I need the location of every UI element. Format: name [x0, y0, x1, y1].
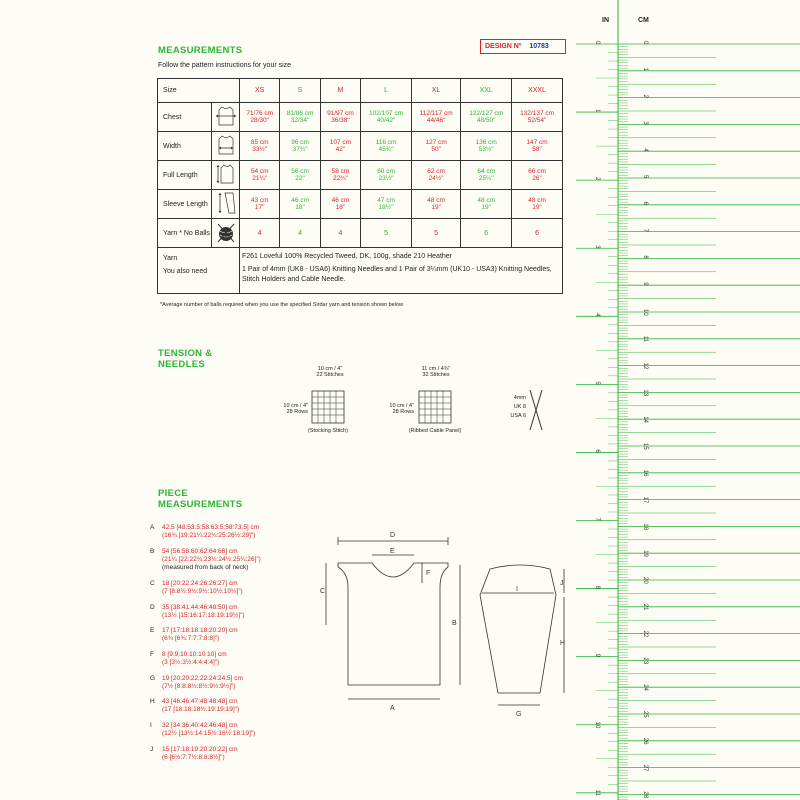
- ruler-cm-22: 22: [642, 630, 648, 638]
- balls-xxl: 6: [461, 219, 512, 248]
- sleeve-in-s: 18": [295, 204, 305, 211]
- chest-in-xxxl: 52/54": [527, 117, 547, 124]
- size-xs: XS: [240, 79, 280, 103]
- gauge1-side: [268, 403, 308, 415]
- need-value: 1 Pair of 4mm (UK8 - USA6) Knitting Needles and 1 Pair of 3¼mm (UK10 - USA3) Knitting Needles, Stitch Holders and Cable Needle.: [242, 266, 552, 283]
- sleeve-cm-xl: 48 cm: [427, 197, 445, 204]
- ruler-cm-0: 0: [642, 41, 648, 45]
- yarn-balls-label: Yarn * No Balls: [158, 219, 212, 248]
- length-cm-l: 60 cm: [377, 168, 395, 175]
- balls-xxxl: 6: [512, 219, 563, 248]
- size-row: [158, 79, 563, 103]
- length-in-xxl: 25¼": [478, 175, 494, 182]
- ruler-cm-8: 8: [642, 255, 648, 259]
- sleeve-in-l: 18½": [378, 204, 394, 211]
- gauge2-width: 11 cm / 4¾": [421, 366, 451, 372]
- needle-size: [502, 394, 526, 421]
- ruler-cm-3: 3: [642, 121, 648, 125]
- garment-width-icon: [212, 132, 240, 161]
- width-cm-m: 107 cm: [329, 139, 352, 146]
- gauge1-height: 10 cm / 4": [283, 403, 308, 409]
- length-in-xxxl: 26": [532, 175, 542, 182]
- sleeve-in-xl: 19": [431, 204, 441, 211]
- chest-cm-s: 81/86 cm: [286, 110, 314, 117]
- gauge2-caption: (Ribbed Cable Panel): [408, 428, 462, 434]
- piece-f: [150, 651, 227, 667]
- chest-cm-l: 102/107 cm: [369, 110, 404, 117]
- ruler-cm-24: 24: [642, 684, 648, 691]
- piece-i-cm: 32 [34:36:40:42:46:48] cm: [162, 722, 238, 729]
- ruler-cm-14: 14: [642, 416, 648, 423]
- ruler-cm-26: 26: [642, 737, 648, 745]
- chest-label: Chest: [158, 103, 212, 132]
- label-a: A: [390, 705, 395, 712]
- ruler-cm-13: 13: [642, 389, 648, 397]
- label-b: B: [452, 620, 457, 627]
- size-label: Size: [158, 79, 240, 103]
- gauge-ribbed-cable: [406, 366, 466, 378]
- piece-i-letter: I: [150, 722, 152, 729]
- size-xxl: XXL: [461, 79, 512, 103]
- gauge1-width: 10 cm / 4": [317, 366, 343, 372]
- length-cm-xxl: 64 cm: [477, 168, 496, 175]
- ruler-cm-15: 15: [642, 443, 648, 450]
- piece-title: [158, 488, 242, 510]
- chest-in-l: 40/42": [376, 117, 396, 124]
- length-in-m: 22¾": [332, 175, 348, 182]
- chest-cm-m: 91/97 cm: [327, 110, 354, 117]
- gauge2-grid-icon: [418, 390, 452, 424]
- chest-cm-xxl: 122/127 cm: [469, 110, 504, 117]
- piece-h-cm: 43 [46:46:47:48:48:48] cm: [162, 698, 238, 705]
- gauge2-height: 10 cm / 4": [389, 403, 414, 409]
- ruler-cm-20: 20: [642, 577, 648, 584]
- measurements-title: MEASUREMENTS: [158, 45, 243, 56]
- balls-s: 4: [280, 219, 320, 248]
- piece-a: [150, 524, 259, 540]
- chest-cm-xxxl: 132/137 cm: [520, 110, 555, 117]
- ruler-cm-28: 28: [642, 791, 648, 799]
- chest-cm-xs: 71/76 cm: [246, 110, 274, 117]
- sleeve-in-m: 18": [335, 204, 346, 211]
- piece-b-note: (measured from back of neck): [162, 564, 249, 571]
- design-number-box: [480, 39, 566, 54]
- ruler-ticks: [566, 0, 800, 800]
- chest-in-m: 36/38": [331, 117, 350, 124]
- measurements-table: [157, 78, 563, 294]
- needle-uk: UK 8: [513, 404, 526, 410]
- measuring-ruler: [566, 0, 800, 800]
- gauge1-rows: 28 Rows: [286, 409, 308, 415]
- piece-i-in: (12½ [13½:14:15½:16½:18:19]"): [162, 730, 256, 737]
- gauge2-side: [374, 403, 414, 415]
- ruler-cm-9: 9: [642, 282, 648, 286]
- size-m: M: [320, 79, 360, 103]
- ruler-in-3: 3: [594, 245, 600, 249]
- width-cm-xxxl: 147 cm: [526, 139, 548, 146]
- design-label: DESIGN Nº: [485, 43, 522, 50]
- piece-a-cm: 42.5 [48:53.5:58:63.5:58:73.5] cm: [162, 524, 260, 531]
- chest-row: [158, 103, 563, 132]
- ruler-in-11: 11: [594, 789, 600, 797]
- ruler-cm-23: 23: [642, 657, 648, 665]
- piece-j-letter: J: [150, 746, 154, 753]
- yarn-ball-icon: [212, 219, 240, 248]
- ruler-in-5: 5: [594, 381, 600, 385]
- balls-xl: 5: [411, 219, 460, 248]
- piece-h-in: (17 [18:18:18½:19:19:19]"): [162, 706, 240, 713]
- piece-title-line1: PIECE: [158, 488, 189, 499]
- ruler-cm-1: 1: [642, 67, 648, 72]
- piece-h-letter: H: [150, 698, 155, 705]
- sleeve-cm-m: 46 cm: [331, 197, 350, 204]
- yarn-value: F261 Loveful 100% Recycled Tweed, DK, 100g, shade 210 Heather: [242, 253, 453, 260]
- sleeve-length-icon: [212, 190, 240, 219]
- balls-m: 4: [320, 219, 360, 248]
- piece-c-in: (7 [8:8½:9½:9½:10½:10½]"): [162, 588, 243, 595]
- ruler-cm-25: 25: [642, 711, 648, 718]
- label-h: H: [560, 640, 566, 647]
- ruler-in-2: 2: [594, 177, 600, 181]
- ruler-cm-2: 2: [642, 94, 648, 98]
- chest-in-s: 32/34": [290, 117, 310, 124]
- length-cm-xs: 54 cm: [250, 168, 269, 175]
- gauge1-stitches: 22 Stitches: [316, 372, 344, 378]
- piece-d-in: (13½ [15:16:17:18:19:19½]"): [162, 612, 245, 619]
- piece-d: [150, 604, 245, 620]
- sleeve-cm-xxl: 48 cm: [477, 197, 496, 204]
- sleeve-cm-xs: 43 cm: [250, 197, 269, 204]
- width-cm-s: 96 cm: [291, 139, 309, 146]
- width-cm-l: 116 cm: [375, 139, 397, 146]
- ruler-cm-5: 5: [642, 175, 648, 179]
- chest-in-xl: 44/46": [426, 117, 446, 124]
- ruler-in-7: 7: [594, 517, 600, 521]
- width-row: [158, 132, 563, 161]
- piece-i: [150, 722, 255, 738]
- ruler-in-label: IN: [602, 17, 609, 24]
- ruler-in-0: 0: [594, 41, 600, 45]
- chest-cm-xl: 112/117 cm: [419, 110, 453, 117]
- length-cm-s: 56 cm: [291, 168, 309, 175]
- chest-in-xs: 28/30": [250, 117, 269, 124]
- ruler-in-1: 1: [594, 109, 600, 113]
- tension-title: [158, 348, 212, 370]
- sleeve-length-label: Sleeve Length: [158, 190, 212, 219]
- tension-title-line2: NEEDLES: [158, 359, 205, 370]
- ruler-cm-7: 7: [642, 228, 648, 232]
- yarn-balls-row: [158, 219, 563, 248]
- piece-d-cm: 35 [38:41:44:46:48:50] cm: [162, 604, 238, 611]
- ruler-in-6: 6: [594, 449, 600, 453]
- needle-usa: USA 6: [510, 413, 526, 419]
- balls-l: 5: [361, 219, 412, 248]
- sleeve-cm-l: 47 cm: [377, 197, 395, 204]
- ruler-cm-17: 17: [642, 496, 648, 504]
- piece-d-letter: D: [150, 604, 155, 611]
- piece-f-in: (3 [3½:3½:4:4:4:4]"): [162, 659, 220, 666]
- size-s: S: [280, 79, 320, 103]
- width-cm-xl: 127 cm: [425, 139, 447, 146]
- ruler-cm-21: 21: [642, 603, 648, 611]
- width-cm-xxl: 136 cm: [475, 139, 497, 146]
- garment-length-icon: [212, 161, 240, 190]
- full-length-label: Full Length: [158, 161, 212, 190]
- piece-a-letter: A: [150, 524, 155, 531]
- ruler-cm-12: 12: [642, 362, 648, 370]
- width-label: Width: [158, 132, 212, 161]
- width-in-l: 45¾": [378, 146, 394, 153]
- design-number: 10783: [529, 43, 549, 50]
- ruler-cm-19: 19: [642, 550, 648, 557]
- piece-e-cm: 17 [17:18:18:18:20:20] cm: [162, 627, 238, 634]
- sleeve-cm-s: 46 cm: [291, 197, 309, 204]
- sleeve-length-row: [158, 190, 563, 219]
- size-xl: XL: [411, 79, 460, 103]
- label-f: F: [426, 570, 431, 577]
- width-in-xl: 50": [431, 146, 441, 153]
- width-in-xxxl: 58": [532, 146, 542, 153]
- yarn-label: Yarn: [163, 255, 178, 262]
- piece-j: [150, 746, 238, 762]
- piece-f-cm: 8 [9:9:10:10:10:10] cm: [162, 651, 227, 658]
- piece-e: [150, 627, 238, 643]
- length-in-l: 23½": [378, 175, 394, 182]
- need-label: You also need: [163, 268, 208, 275]
- footnote: *Average number of balls required when you use the specified Sirdar yarn and tension shown below: [160, 302, 403, 308]
- label-i: I: [516, 586, 518, 593]
- piece-g-in: (7½ [8:8:8½:8½:9½:9½]"): [162, 683, 236, 690]
- ruler-cm-18: 18: [642, 523, 648, 531]
- piece-e-in: (6¾ [6¾:7:7:7:8:8]"): [162, 635, 220, 642]
- gauge1-caption: (Stocking Stitch): [307, 428, 349, 434]
- label-d: D: [390, 532, 396, 539]
- label-g: G: [516, 711, 522, 718]
- width-in-xs: 33½": [252, 146, 268, 153]
- needle-mm: 4mm: [513, 395, 526, 401]
- ruler-cm-label: CM: [638, 17, 649, 24]
- gauge2-stitches: 32 Stitches: [422, 372, 450, 378]
- ruler-in-10: 10: [594, 721, 600, 729]
- piece-a-in: (16¾ [19:21¼:22¾:25:26½:29]"): [162, 532, 256, 539]
- sleeve-in-xxxl: 19": [532, 204, 542, 211]
- ruler-cm-6: 6: [642, 201, 648, 206]
- piece-f-letter: F: [150, 651, 154, 658]
- tension-title-line1: TENSION &: [158, 348, 213, 359]
- label-c: C: [320, 588, 326, 595]
- label-j: J: [560, 580, 564, 587]
- ruler-cm-16: 16: [642, 469, 648, 477]
- length-in-xl: 24½": [428, 175, 444, 182]
- piece-j-in: (6 [6½:7:7½:8:8:8½]"): [162, 754, 225, 761]
- piece-title-line2: MEASUREMENTS: [158, 499, 243, 510]
- garment-diagram: [320, 525, 570, 725]
- sleeve-in-xxl: 19": [481, 204, 491, 211]
- piece-c: [150, 580, 243, 596]
- length-cm-xxxl: 66 cm: [528, 168, 546, 175]
- ruler-cm-10: 10: [642, 309, 648, 316]
- yarn-info-row: [158, 248, 563, 294]
- piece-e-letter: E: [150, 627, 155, 634]
- width-in-m: 42": [335, 146, 346, 153]
- piece-g-cm: 19 [20:20:22:22:24:24.5] cm: [162, 675, 243, 682]
- length-cm-m: 58 cm: [331, 168, 350, 175]
- knitting-needles-icon: [528, 388, 544, 432]
- ruler-cm-4: 4: [642, 148, 648, 152]
- chest-in-xxl: 48/50": [476, 117, 496, 124]
- sleeve-cm-xxxl: 48 cm: [528, 197, 546, 204]
- chest-figure-icon: [212, 103, 240, 132]
- piece-b: [150, 548, 261, 572]
- piece-b-cm: 54 [56:58:60:62:64:66] cm: [162, 548, 238, 555]
- ruler-in-9: 9: [594, 653, 600, 657]
- gauge1-grid-icon: [311, 390, 345, 424]
- length-in-s: 22": [295, 175, 305, 182]
- piece-j-cm: 15 [17:18:19:20:20:22] cm: [162, 746, 238, 753]
- width-cm-xs: 85 cm: [250, 139, 269, 146]
- label-e: E: [390, 548, 395, 555]
- length-cm-xl: 62 cm: [427, 168, 445, 175]
- piece-g-letter: G: [150, 675, 156, 682]
- gauge-stocking-stitch: [300, 366, 360, 378]
- ruler-in-4: 4: [594, 313, 600, 317]
- gauge2-rows: 28 Rows: [392, 409, 414, 415]
- size-xxxl: XXXL: [512, 79, 563, 103]
- length-in-xs: 21¼": [252, 175, 268, 182]
- full-length-row: [158, 161, 563, 190]
- piece-h: [150, 698, 239, 714]
- sleeve-in-xs: 17": [254, 204, 265, 211]
- ruler-in-8: 8: [594, 585, 600, 589]
- piece-c-cm: 18 [20:22:24:26:26:27] cm: [162, 580, 238, 587]
- width-in-s: 37¾": [292, 146, 308, 153]
- width-in-xxl: 53½": [478, 146, 494, 153]
- balls-xs: 4: [240, 219, 280, 248]
- piece-b-letter: B: [150, 548, 155, 555]
- ruler-cm-11: 11: [642, 335, 648, 343]
- measurements-intro: Follow the pattern instructions for your size: [158, 62, 292, 69]
- ruler-cm-27: 27: [642, 764, 648, 772]
- piece-c-letter: C: [150, 580, 155, 587]
- piece-b-in: (21¼ [22:22¾:23½:24½:25¼:26]"): [162, 556, 261, 563]
- size-l: L: [361, 79, 412, 103]
- piece-g: [150, 675, 243, 691]
